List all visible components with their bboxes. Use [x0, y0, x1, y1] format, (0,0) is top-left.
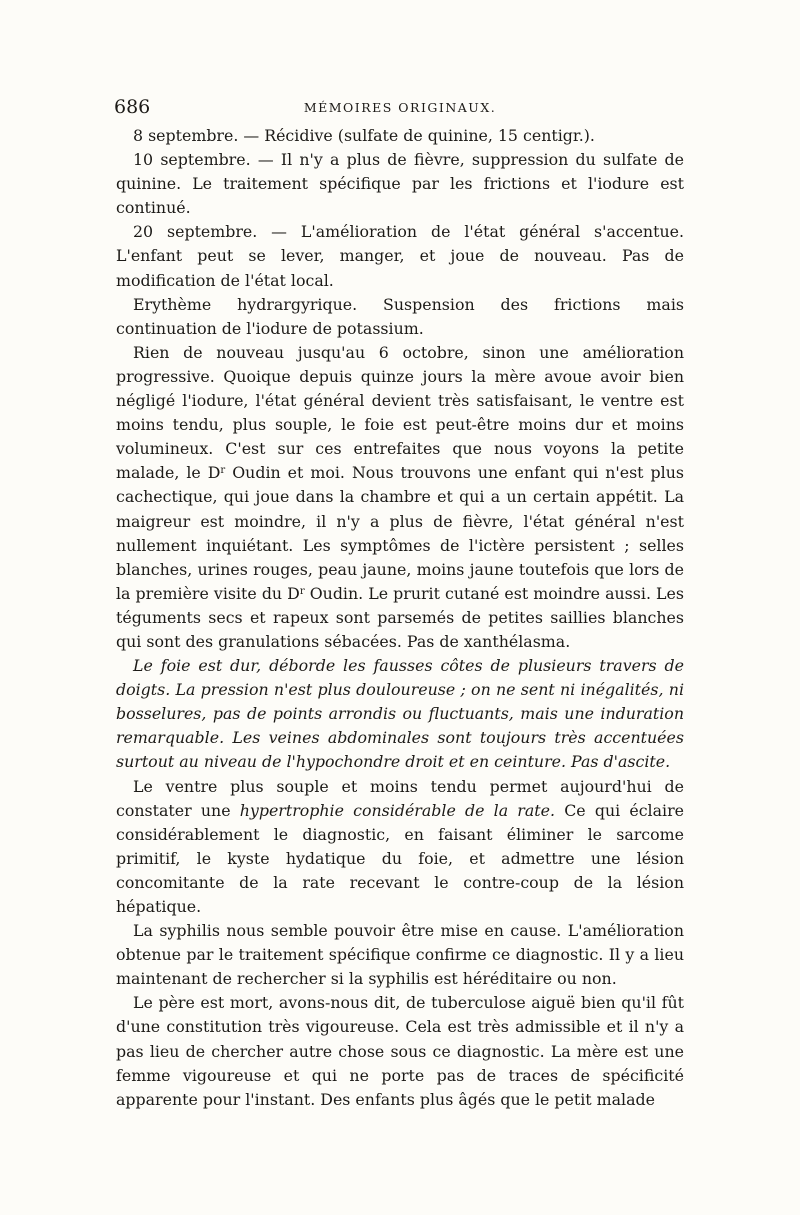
paragraph: Le père est mort, avons-nous dit, de tuberculose aiguë bien qu'il fût d'une constitution très vigoureuse. Cela est très admissible et il n'y a pas lieu de chercher autre chose sous ce diagnostic. La mère est une femme vigoureuse et qui ne porte pas de traces de spécificité apparente pour l'instant. Des enfants plus âgés que le petit malade	[116, 993, 684, 1109]
text-run: Oudin et moi. Nous trouvons une enfant qui n'est plus cachectique, qui joue dans la chambre et qui a un certain appétit. La maigreur est moindre, il n'y a plus de fièvre, l'état général n'est nullement inquiétant. Les symptômes de l'ictère persistent ; selles blanches, urines rouges, peau jaune, moins jaune toutefois que lors de la première visite du D	[116, 463, 684, 603]
emphasis: hypertrophie considérable de la rate.	[239, 800, 555, 820]
text-run: Le ventre plus souple et moins tendu permet aujourd'hui de constater une	[116, 776, 684, 820]
text-run: Oudin. Le prurit cutané est moindre aussi. Les téguments secs et rapeux sont parsemés de petites saillies blanches qui sont des granulations sébacées. Pas de xanthélasma.	[116, 583, 684, 651]
page-number: 686	[114, 96, 151, 118]
paragraph: 20 septembre. — L'amélioration de l'état général s'accentue. L'enfant peut se lever, manger, et joue de nouveau. Pas de modification de l'état local.	[116, 222, 684, 290]
superscript: r	[220, 465, 226, 477]
paragraph: Erythème hydrargyrique. Suspension des frictions mais continuation de l'iodure de potassium.	[116, 294, 684, 338]
paragraph: La syphilis nous semble pouvoir être mise en cause. L'amélioration obtenue par le traitement spécifique confirme ce diagnostic. Il y a lieu maintenant de rechercher si la syphilis est héréditaire ou non.	[116, 921, 684, 989]
italic-paragraph: Le foie est dur, déborde les fausses côtes de plusieurs travers de doigts. La pression n'est plus douloureuse ; on ne sent ni inégalités, ni bosselures, pas de points arrondis ou fluctuants, mais une induration remarquable. Les veines abdominales sont toujours très accentuées surtout au niveau de l'hypochondre droit et en ceinture. Pas d'ascite.	[116, 656, 684, 772]
text-run: Ce qui éclaire considérablement le diagnostic, en faisant éliminer le sarcome primitif, le kyste hydatique du foie, et admettre une lésion concomitante de la rate recevant le contre-coup de la lésion hépatique.	[116, 800, 684, 916]
paragraph: 10 septembre. — Il n'y a plus de fièvre, suppression du sulfate de quinine. Le traitement spécifique par les frictions et l'iodure est continué.	[116, 150, 684, 218]
text-run: Rien de nouveau jusqu'au 6 octobre, sinon une amélioration progressive. Quoique depuis quinze jours la mère avoue avoir bien négligé l'iodure, l'état général devient très satisfaisant, le ventre est moins tendu, plus souple, le foie est peut-être moins dur et moins volumineux. C'est sur ces entrefaites que nous voyons la petite malade, le D	[116, 342, 684, 483]
running-head: MÉMOIRES ORIGINAUX.	[303, 100, 497, 115]
page-header	[114, 96, 686, 120]
paragraph: 8 septembre. — Récidive (sulfate de quinine, 15 centigr.).	[133, 126, 595, 145]
paragraph	[116, 341, 684, 654]
body-text	[116, 124, 684, 1112]
superscript: r	[299, 585, 305, 597]
paragraph	[116, 775, 684, 920]
